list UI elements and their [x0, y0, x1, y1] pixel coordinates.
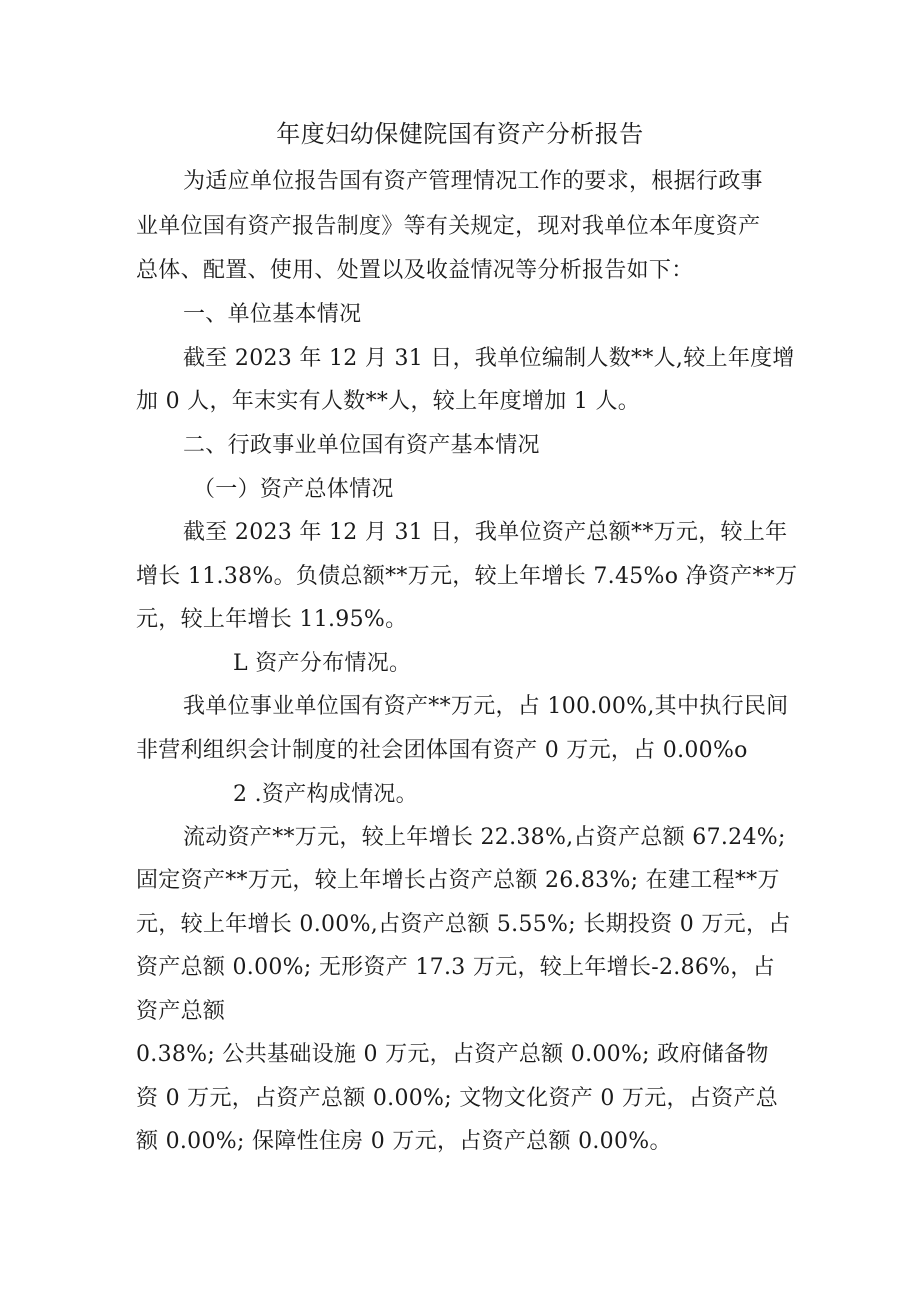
subsection-heading: （一）资产总体情况 [193, 477, 394, 502]
item-heading: L 资产分布情况。 [233, 651, 412, 676]
paragraph-line: 资产总额 0.00%; 无形资产 17.3 万元，较上年增长-2.86%，占 [136, 955, 775, 980]
paragraph-line: 加 0 人，年末实有人数**人，较上年度增加 1 人。 [136, 389, 641, 414]
intro-line: 为适应单位报告国有资产管理情况工作的要求，根据行政事 [183, 169, 763, 194]
intro-line: 业单位国有资产报告制度》等有关规定，现对我单位本年度资产 [136, 214, 761, 239]
paragraph-line: 我单位事业单位国有资产**万元，占 100.00%,其中执行民间 [183, 694, 789, 719]
paragraph-line: 元，较上年增长 11.95%。 [136, 607, 408, 632]
paragraph-line: 截至 2023 年 12 月 31 日，我单位资产总额**万元，较上年 [183, 520, 788, 545]
paragraph-line: 非营利组织会计制度的社会团体国有资产 0 万元，占 0.00%o [136, 738, 748, 763]
intro-line: 总体、配置、使用、处置以及收益情况等分析报告如下： [136, 258, 694, 283]
paragraph-line: 元，较上年增长 0.00%,占资产总额 5.55%; 长期投资 0 万元，占 [136, 912, 791, 937]
section-heading: 二、行政事业单位国有资产基本情况 [183, 433, 540, 458]
paragraph-line: 0.38%; 公共基础设施 0 万元，占资产总额 0.00%; 政府储备物 [136, 1042, 769, 1067]
item-heading: 2 .资产构成情况。 [233, 782, 418, 807]
paragraph-line: 资 0 万元，占资产总额 0.00%; 文物文化资产 0 万元，占资产总 [136, 1086, 779, 1111]
paragraph-line: 流动资产**万元，较上年增长 22.38%,占资产总额 67.24%; [183, 825, 786, 850]
paragraph-line: 固定资产**万元，较上年增长占资产总额 26.83%; 在建工程**万 [136, 868, 780, 893]
paragraph-line: 增长 11.38%。负债总额**万元，较上年增长 7.45%o 净资产**万 [136, 564, 798, 589]
paragraph-line: 截至 2023 年 12 月 31 日，我单位编制人数**人,较上年度增 [183, 346, 795, 371]
section-heading: 一、单位基本情况 [183, 302, 362, 327]
document-title: 年度妇幼保健院国有资产分析报告 [276, 120, 644, 148]
paragraph-line: 额 0.00%; 保障性住房 0 万元，占资产总额 0.00%。 [136, 1129, 672, 1154]
paragraph-line: 资产总额 [136, 999, 226, 1024]
